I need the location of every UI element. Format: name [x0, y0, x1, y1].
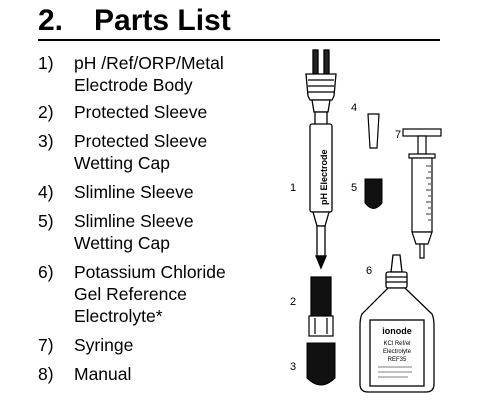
item-number: 6)	[38, 262, 54, 282]
item-number: 4)	[38, 182, 54, 202]
heading-rule	[38, 39, 440, 41]
callout-1: 1	[290, 182, 297, 194]
parts-illustration	[270, 45, 500, 400]
item-number: 7)	[38, 335, 54, 355]
section-title: Parts List	[94, 4, 231, 37]
bottle-label-line: KCl Ref/el	[383, 341, 411, 347]
item-text: pH /Ref/ORP/Metal	[74, 53, 224, 73]
item-text: Potassium Chloride	[74, 262, 226, 282]
list-item	[38, 130, 226, 174]
callout-2: 2	[290, 296, 297, 308]
item-text: Electrolyte*	[74, 306, 163, 326]
item-number: 3)	[38, 131, 54, 151]
parts-list	[38, 52, 226, 385]
syringe	[403, 129, 441, 258]
callout-4: 4	[351, 102, 358, 114]
item-number: 1)	[38, 53, 54, 73]
item-number: 5)	[38, 211, 54, 231]
list-item	[38, 210, 226, 254]
item-text: Protected Sleeve	[74, 131, 208, 151]
section-heading	[38, 2, 231, 40]
item-text: Wetting Cap	[74, 153, 170, 173]
item-text: Protected Sleeve	[74, 102, 208, 122]
bottle-label-line: Electrolyte	[382, 349, 412, 355]
item-text: Manual	[74, 364, 132, 384]
list-item	[38, 52, 226, 96]
callout-5: 5	[351, 182, 358, 194]
electrode-label: pH Electrode	[319, 149, 329, 205]
item-text: Syringe	[74, 335, 134, 355]
bottle-brand: ionode	[382, 326, 412, 336]
item-text: Gel Reference	[74, 284, 187, 304]
callout-3: 3	[290, 361, 297, 373]
list-item	[38, 334, 226, 356]
electrode-cable	[324, 50, 329, 74]
item-text: Wetting Cap	[74, 233, 170, 253]
slimline-sleeve-wetting-cap	[365, 179, 382, 209]
electrode-cable	[313, 50, 318, 74]
protected-sleeve	[309, 277, 333, 336]
bottle-label-line: REF35	[387, 357, 407, 363]
item-text: Slimline Sleeve	[74, 182, 194, 202]
item-number: 2)	[38, 102, 54, 122]
slimline-sleeve	[368, 114, 379, 148]
item-number: 8)	[38, 364, 54, 384]
list-item	[38, 101, 226, 123]
list-item	[38, 363, 226, 385]
item-text: Electrode Body	[74, 75, 193, 95]
protected-sleeve-wetting-cap	[307, 343, 335, 385]
callout-6: 6	[366, 265, 373, 277]
section-number: 2.	[38, 4, 64, 37]
item-text: Slimline Sleeve	[74, 211, 194, 231]
callout-7: 7	[395, 129, 402, 141]
list-item	[38, 261, 226, 327]
list-item	[38, 181, 226, 203]
